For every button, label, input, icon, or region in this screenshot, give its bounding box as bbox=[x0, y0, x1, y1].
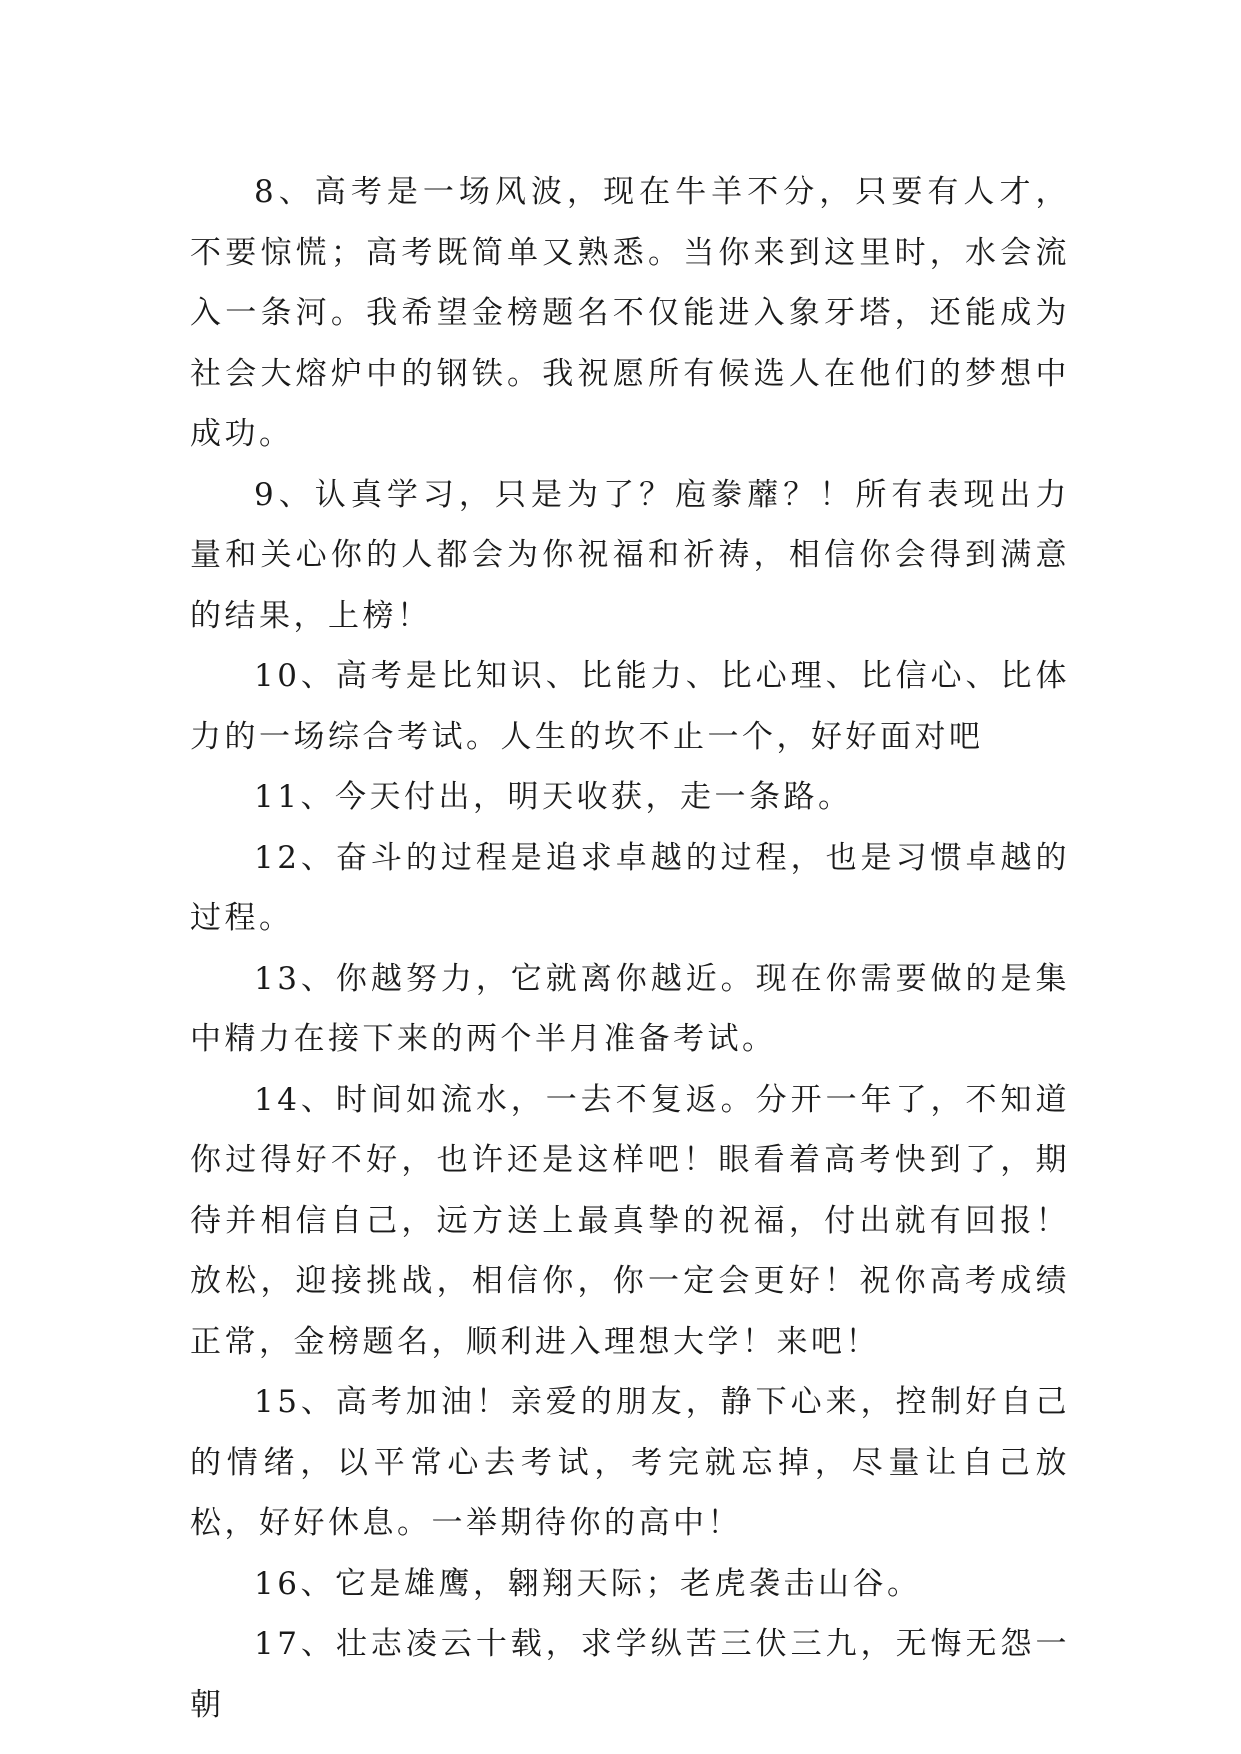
paragraph-11: 11、今天付出，明天收获，走一条路。 bbox=[254, 779, 853, 815]
paragraph-15: 15、高考加油！亲爱的朋友，静下心来，控制好自己的情绪，以平常心去考试，考完就忘掉，尽量让自己放松，好好休息。一举期待你的高中！ bbox=[190, 1384, 1070, 1541]
paragraph-14: 14、时间如流水，一去不复返。分开一年了，不知道你过得好不好，也许还是这样吧！眼看着高考快到了，期待并相信自己，远方送上最真挚的祝福，付出就有回报！放松，迎接挑战，相信你，你一定会更好！祝你高考成绩正常，金榜题名，顺利进入理想大学！来吧！ bbox=[190, 1081, 1070, 1360]
paragraph-8: 8、高考是一场风波，现在牛羊不分，只要有人才，不要惊慌；高考既简单又熟悉。当你来到这里时，水会流入一条河。我希望金榜题名不仅能进入象牙塔，还能成为社会大熔炉中的钢铁。我祝愿所有候选人在他们的梦想中成功。 bbox=[190, 174, 1070, 452]
paragraph-10: 10、高考是比知识、比能力、比心理、比信心、比体力的一场综合考试。人生的坎不止一个，好好面对吧 bbox=[190, 658, 1070, 755]
paragraph-9: 9、认真学习，只是为了？庖豢蘼？！所有表现出力量和关心你的人都会为你祝福和祈祷，相信你会得到满意的结果，上榜！ bbox=[190, 476, 1070, 634]
document-body bbox=[190, 162, 1070, 1735]
paragraph-17: 17、壮志凌云十载，求学纵苦三伏三九，无悔无怨一朝 bbox=[190, 1626, 1070, 1723]
paragraph-12: 12、奋斗的过程是追求卓越的过程，也是习惯卓越的过程。 bbox=[190, 839, 1070, 936]
paragraph-16: 16、它是雄鹰，翱翔天际；老虎袭击山谷。 bbox=[254, 1565, 922, 1602]
paragraph-13: 13、你越努力，它就离你越近。现在你需要做的是集中精力在接下来的两个半月准备考试。 bbox=[190, 960, 1070, 1057]
